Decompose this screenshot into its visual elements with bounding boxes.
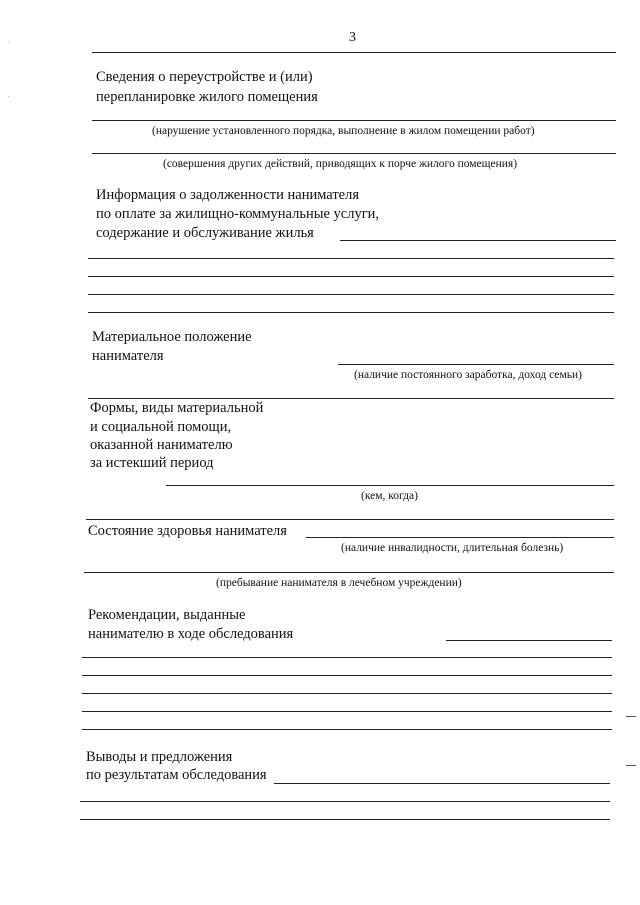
health-caption-1: (наличие инвалидности, длительная болезнь) — [341, 542, 564, 554]
conclusions-fill-line-0[interactable] — [274, 783, 610, 784]
redevelopment-caption-1: (нарушение установленного порядка, выполнение в жилом помещении работ) — [152, 125, 535, 137]
redevelopment-label-1: Сведения о переустройстве и (или) — [96, 69, 313, 85]
page-number: 3 — [349, 30, 356, 45]
recommendations-fill-line-2[interactable] — [82, 675, 612, 676]
scan-speck — [8, 96, 9, 97]
assistance-fill-line[interactable] — [166, 485, 614, 486]
recommendations-label-2: нанимателю в ходе обследования — [88, 626, 294, 642]
recommendations-fill-line-5[interactable] — [82, 729, 612, 730]
debt-fill-line-1[interactable] — [88, 258, 614, 259]
scan-mark — [626, 716, 636, 717]
financial-label-1: Материальное положение — [92, 329, 252, 345]
assistance-label-3: оказанной нанимателю — [90, 437, 233, 453]
health-fill-line-1[interactable] — [306, 537, 614, 538]
assistance-label-1: Формы, виды материальной — [90, 400, 264, 416]
debt-label-1: Информация о задолженности нанимателя — [96, 187, 360, 203]
debt-fill-line-0[interactable] — [340, 240, 616, 241]
redevelopment-caption-2: (совершения других действий, приводящих к порче жилого помещения) — [163, 158, 518, 170]
conclusions-label-2: по результатам обследования — [86, 767, 267, 783]
recommendations-fill-line-1[interactable] — [82, 657, 612, 658]
health-fill-line-2[interactable] — [84, 572, 614, 573]
recommendations-fill-line-4[interactable] — [82, 711, 612, 712]
health-label: Состояние здоровья нанимателя — [88, 523, 287, 539]
scan-speck — [8, 42, 9, 43]
assistance-label-2: и социальной помощи, — [90, 419, 232, 435]
redevelopment-fill-line-1[interactable] — [92, 120, 616, 121]
debt-fill-line-4[interactable] — [88, 312, 614, 313]
financial-fill-line[interactable] — [338, 364, 614, 365]
debt-fill-line-3[interactable] — [88, 294, 614, 295]
header-rule — [92, 52, 616, 53]
debt-label-3: содержание и обслуживание жилья — [96, 225, 314, 241]
conclusions-fill-line-1[interactable] — [80, 801, 610, 802]
redevelopment-fill-line-2[interactable] — [92, 153, 616, 154]
debt-label-2: по оплате за жилищно-коммунальные услуги, — [96, 206, 380, 222]
recommendations-fill-line-3[interactable] — [82, 693, 612, 694]
recommendations-fill-line-0[interactable] — [446, 640, 612, 641]
assistance-label-4: за истекший период — [90, 455, 214, 471]
financial-label-2: нанимателя — [92, 348, 164, 364]
scan-mark — [626, 765, 636, 766]
conclusions-label-1: Выводы и предложения — [86, 749, 233, 765]
redevelopment-label-2: перепланировке жилого помещения — [96, 89, 318, 105]
conclusions-fill-line-2[interactable] — [80, 819, 610, 820]
recommendations-label-1: Рекомендации, выданные — [88, 607, 246, 623]
financial-caption: (наличие постоянного заработка, доход семьи) — [354, 369, 582, 381]
debt-fill-line-2[interactable] — [88, 276, 614, 277]
health-top-line[interactable] — [86, 519, 614, 520]
assistance-caption: (кем, когда) — [361, 490, 418, 502]
health-caption-2: (пребывание нанимателя в лечебном учреждении) — [216, 577, 462, 589]
